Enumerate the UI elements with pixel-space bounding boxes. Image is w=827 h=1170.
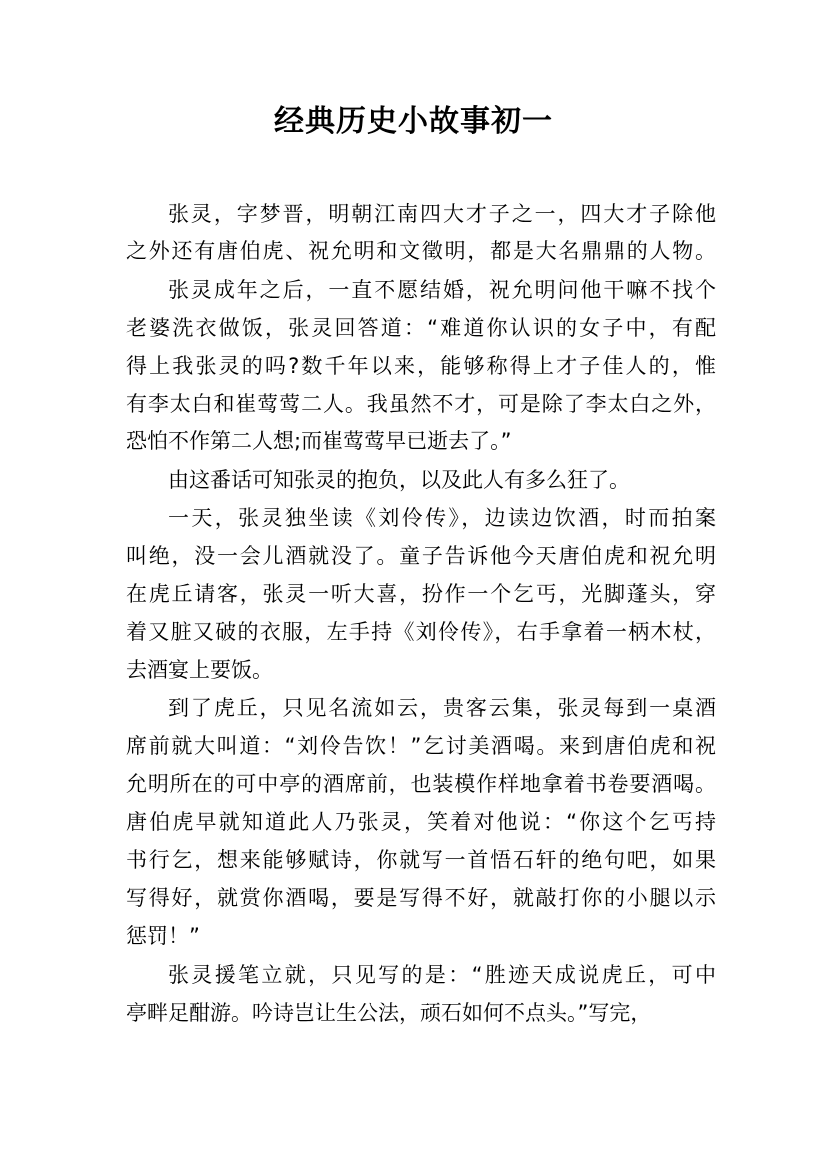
paragraph-line: 有李太白和崔莺莺二人。我虽然不才，可是除了李太白之外，: [126, 392, 716, 416]
paragraph-line: 亭畔足酣游。吟诗岂让生公法，顽石如何不点头。”写完，: [126, 1001, 652, 1025]
paragraph-line: 叫绝，没一会儿酒就没了。童子告诉他今天唐伯虎和祝允明: [126, 544, 716, 568]
paragraph-line: 着又脏又破的衣服，左手持《刘伶传》，右手拿着一柄木杖，: [126, 620, 716, 644]
paragraph-line: 去酒宴上要饭。: [126, 658, 273, 682]
paragraph-line: 唐伯虎早就知道此人乃张灵，笑着对他说：“你这个乞丐持: [126, 810, 716, 834]
paragraph-line: 恐怕不作第二人想;而崔莺莺早已逝去了。”: [126, 429, 512, 453]
paragraph-line: 由这番话可知张灵的抱负，以及此人有多么狂了。: [168, 468, 630, 492]
paragraph-line: 书行乞，想来能够赋诗，你就写一首悟石轩的绝句吧，如果: [126, 848, 716, 872]
paragraph-line: 之外还有唐伯虎、祝允明和文徵明，都是大名鼎鼎的人物。: [126, 239, 716, 263]
paragraph-line: 惩罚！”: [126, 924, 200, 948]
paragraph-line: 在虎丘请客，张灵一听大喜，扮作一个乞丐，光脚蓬头，穿: [126, 582, 716, 606]
document-title: 经典历史小故事初一: [274, 104, 553, 139]
paragraph-line: 张灵援笔立就，只见写的是：“胜迹天成说虎丘，可中: [168, 963, 716, 987]
paragraph-line: 允明所在的可中亭的酒席前，也装模作样地拿着书卷要酒喝。: [126, 772, 716, 796]
paragraph-line: 写得好，就赏你酒喝，要是写得不好，就敲打你的小腿以示: [126, 886, 716, 910]
paragraph-line: 一天，张灵独坐读《刘伶传》，边读边饮酒，时而拍案: [168, 506, 716, 530]
paragraph-line: 张灵成年之后，一直不愿结婚，祝允明问他干嘛不找个: [168, 278, 716, 302]
paragraph-line: 到了虎丘，只见名流如云，贵客云集，张灵每到一桌酒: [168, 696, 716, 720]
paragraph-line: 老婆洗衣做饭，张灵回答道：“难道你认识的女子中，有配: [126, 316, 716, 340]
paragraph-line: 席前就大叫道：“刘伶告饮！”乞讨美酒喝。来到唐伯虎和祝: [126, 734, 716, 758]
paragraph-line: 张灵，字梦晋，明朝江南四大才子之一，四大才子除他: [168, 202, 716, 226]
paragraph-line: 得上我张灵的吗?数千年以来，能够称得上才子佳人的，惟: [126, 354, 716, 378]
